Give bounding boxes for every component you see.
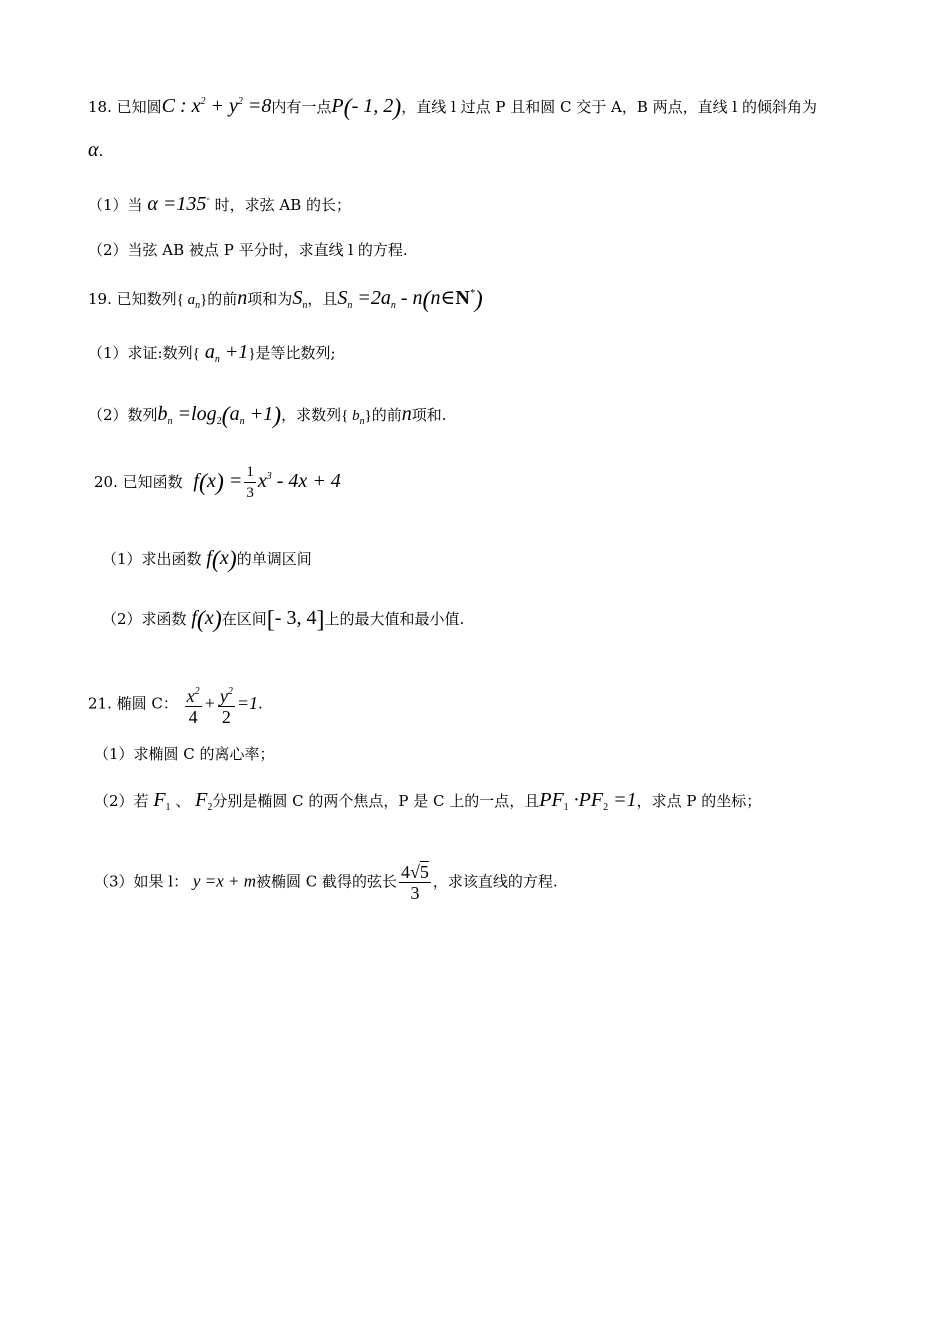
- q19-p2-n: n: [401, 403, 412, 425]
- q20-part1: [102, 547, 312, 573]
- q19-p1-seq: { $a_n +1$}: [192, 341, 256, 365]
- q20-line: [94, 462, 341, 503]
- q20-p2-interval: [- 3, 4]: [266, 607, 325, 633]
- q18-p1-pre: （1）当: [88, 196, 143, 214]
- q20-part2: [102, 607, 465, 633]
- q21-end: .: [257, 694, 263, 713]
- q19-part1: [88, 342, 336, 370]
- q21-part3: [94, 862, 558, 903]
- q19-S: $S_n$: [292, 287, 308, 311]
- q21-F2: $F_2$: [195, 789, 213, 813]
- q19-seq: { $a_n$}: [176, 292, 208, 311]
- q20-p2-mid: 在区间: [221, 610, 267, 628]
- q18-alpha-line: [88, 140, 103, 161]
- q19-p2-pre: （2）数列: [88, 406, 158, 424]
- q21-p3-pre: （3）如果 l：: [94, 872, 189, 891]
- q21-p3-post: ，求该直线的方程.: [432, 872, 558, 891]
- q19-number: 19. 已知数列: [88, 290, 177, 308]
- q20-p2-f: f(x): [191, 607, 222, 633]
- q21-number: 21. 椭圆 C：: [88, 694, 178, 713]
- q20-p2-pre: （2）求函数: [102, 610, 187, 628]
- q21-line: [88, 682, 263, 727]
- q19-p1-post: 是等比数列;: [255, 344, 336, 362]
- q18-circle-equation: C : $x^2 + y^2 =8$: [161, 95, 272, 117]
- q19-mid2: 项和为: [247, 290, 293, 308]
- q21-p2-pre: （2）若: [94, 792, 149, 810]
- q18-text-rest: ，直线 l 过点 P 且和圆 C 交于 A，B 两点，直线 l 的倾斜角为: [401, 98, 817, 116]
- q21-p2-post: ，求点 P 的坐标；: [636, 792, 762, 810]
- q18-line: [88, 92, 817, 121]
- q21-part2: [94, 790, 761, 818]
- q19-formula: $S_n =2a_n$ - n(n∈N*): [337, 287, 483, 313]
- q20-p1-pre: （1）求出函数: [102, 550, 202, 568]
- q21-p3-line: y =x + m: [192, 871, 256, 891]
- q18-part2: （2）当弦 AB 被点 P 平分时，求直线 l 的方程.: [88, 241, 408, 259]
- q20-p2-post: 上的最大值和最小值.: [324, 610, 465, 628]
- q18-p1-math: α =135◦: [147, 193, 210, 215]
- q18-point: P(- 1, 2): [331, 95, 402, 121]
- q19-p2-mid2: 的前: [371, 406, 402, 424]
- q20-formula: f(x) = $\frac{1}{3}$ $x^3 - 4x + 4$: [193, 464, 341, 501]
- q21-p2-formula: $PF_1 \cdot PF_2 =1$: [539, 789, 637, 813]
- q18-p1-post: 时，求弦 AB 的长；: [214, 196, 352, 214]
- q18-end: .: [98, 142, 104, 160]
- q21-part1: （1）求椭圆 C 的离心率；: [94, 745, 275, 763]
- q19-p2-formula: $b_n =\log_2(a_n +1)$: [157, 403, 282, 429]
- q19-p2-post: 项和.: [411, 406, 447, 424]
- q19-p2-mid: ，求数列: [281, 406, 342, 424]
- q19-line: [88, 284, 483, 316]
- q18-text-mid: 内有一点: [271, 98, 332, 116]
- q21-F1: $F_1$: [153, 789, 171, 813]
- q19-n: n: [237, 287, 248, 309]
- q19-part2: [88, 404, 447, 432]
- q21-p3-mid: 被椭圆 C 截得的弦长: [256, 872, 398, 891]
- q21-p3-length: $\frac{4√5}{3}$: [401, 862, 429, 903]
- q20-p1-post: 的单调区间: [236, 550, 312, 568]
- q21-p2-mid: 分别是椭圆 C 的两个焦点，P 是 C 上的一点，且: [212, 792, 540, 810]
- q19-p1-pre: （1）求证:数列: [88, 344, 193, 362]
- q20-p1-f: f(x): [206, 547, 237, 573]
- q18-alpha: α: [88, 139, 99, 161]
- q18-number: 18. 已知圆: [88, 98, 162, 116]
- q19-mid3: ，且: [307, 290, 338, 308]
- q20-number: 20. 已知函数: [94, 473, 183, 492]
- q19-mid: 的前: [207, 290, 238, 308]
- q18-part1: [88, 190, 351, 215]
- q21-sep: 、: [175, 792, 191, 810]
- q19-p2-seq: { $b_n$}: [341, 408, 372, 427]
- q21-formula: $\frac{x^2}{4}$ + $\frac{y^2}{2}$ =1: [183, 693, 258, 713]
